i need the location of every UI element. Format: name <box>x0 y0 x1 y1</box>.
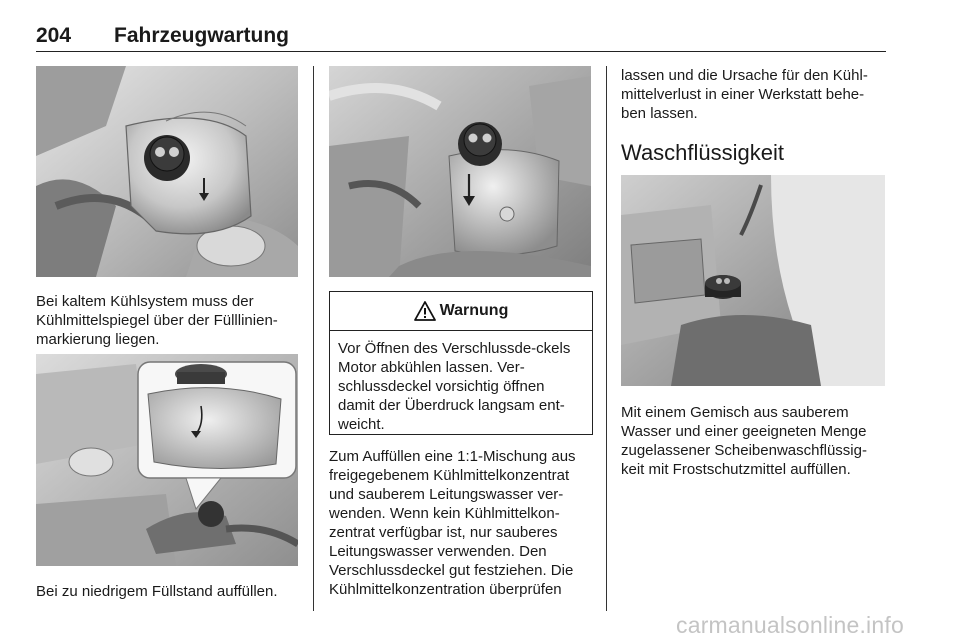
caption-cold-system: Bei kaltem Kühlsystem muss der Kühlmittelspiegel über der Fülllinien-markierung liegen. <box>36 293 278 348</box>
page-header <box>36 22 886 52</box>
washer-fluid-instructions: Mit einem Gemisch aus sauberem Wasser und einer geeigneten Menge zugelassener Scheibenwaschflüssig-keit mit Frostschutzmittel auffüllen. <box>621 404 867 478</box>
chapter-title: Fahrzeugwartung <box>114 24 290 47</box>
warning-title: Warnung <box>439 302 509 319</box>
page-number: 204 <box>36 24 72 47</box>
coolant-reservoir-photo-1 <box>36 66 298 277</box>
coolant-reservoir-photo-2 <box>36 354 298 566</box>
warning-text: Vor Öffnen des Verschlussde-ckels Motor abkühlen lassen. Ver-schlussdeckel vorsichtig öffnen damit der Überdruck langsam ent-weicht. <box>338 340 571 433</box>
refill-instructions: Zum Auffüllen eine 1:1-Mischung aus freigegebenem Kühlmittelkonzentrat und sauberem Leitungswasser ver-wenden. Wenn kein Kühlmittelkon-zentrat verfügbar ist, nur sauberes Leitungswasser verwenden. Den Verschlussdeckel gut festziehen. Die Kühlmittelkonzentration überprüfen <box>329 448 576 598</box>
washer-fluid-photo <box>621 175 885 386</box>
warning-box <box>329 291 593 435</box>
section-title: Waschflüssigkeit <box>621 140 785 165</box>
watermark: carmanualsonline.info <box>676 612 904 638</box>
warning-header <box>330 292 592 331</box>
continuation-text: lassen und die Ursache für den Kühl-mittelverlust in einer Werkstatt behe-ben lassen. <box>621 67 868 122</box>
coolant-reservoir-photo-3 <box>329 66 591 277</box>
caption-low-level: Bei zu niedrigem Füllstand auffüllen. <box>36 583 278 600</box>
column-divider-right <box>606 66 607 611</box>
column-divider-left <box>313 66 314 611</box>
warning-triangle-icon <box>414 301 436 321</box>
